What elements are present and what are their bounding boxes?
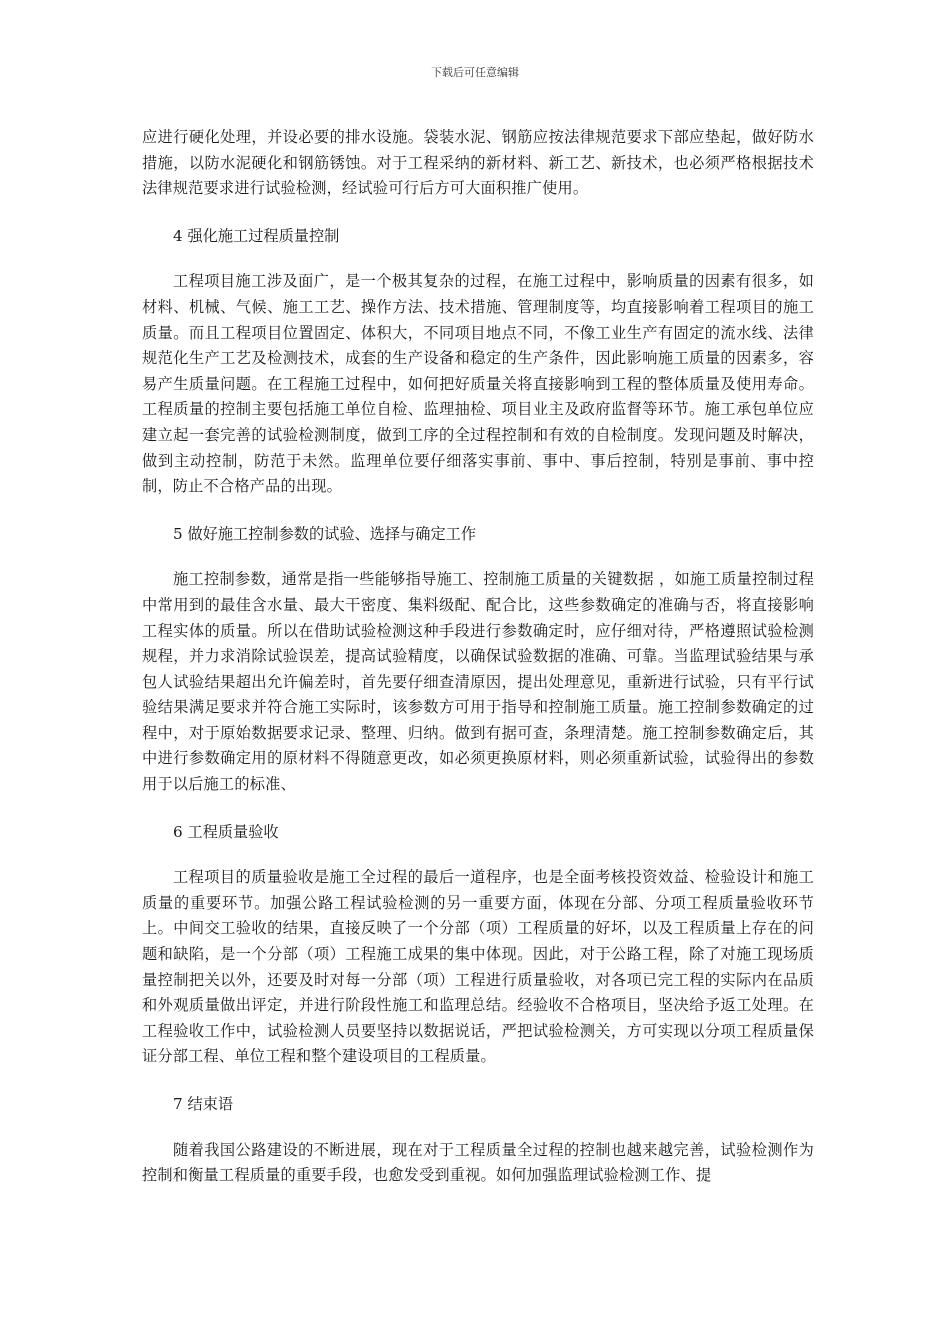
section-heading-4: 4 强化施工过程质量控制 — [173, 226, 340, 245]
paragraph-continued: 应进行硬化处理，并设必要的排水设施。袋装水泥、钢筋应按法律规范要求下部应垫起，做好防水措施，以防水泥硬化和钢筋锈蚀。对于工程采纳的新材料、新工艺、新技术，也必须严格根据技术法律规范要求进行试验检测，经试验可行后方可大面积推广使用。 — [142, 128, 814, 198]
section-heading-7: 7 结束语 — [173, 1095, 234, 1113]
section-heading-6: 6 工程质量验收 — [173, 822, 279, 841]
paragraph-section-6: 工程项目的质量验收是施工全过程的最后一道程序，也是全面考核投资效益、检验设计和施工质量的重要环节。加强公路工程试验检测的另一重要方面，体现在分部、分项工程质量验收环节上。中间交工验收的结果，直接反映了一个分部（项）工程质量的好坏，以及工程质量上存在的问题和缺陷，是一个分部（项）工程施工成果的集中体现。因此，对于公路工程，除了对施工现场质量控制把关以外，还要及时对每一分部（项）工程进行质量验收，对各项已完工程的实际内在品质和外观质量做出评定，并进行阶段性施工和监理总结。经验收不合格项目，坚决给予返工处理。在工程验收工作中，试验检测人员要坚持以数据说话，严把试验检测关，方可实现以分项工程质量保证分部工程、单位工程和整个建设项目的工程质量。 — [142, 868, 814, 1066]
document-body — [142, 125, 814, 1189]
paragraph-section-5: 施工控制参数，通常是指一些能够指导施工、控制施工质量的关键数据 ，如施工质量控制过程中常用到的最佳含水量、最大干密度、集料级配、配合比，这些参数确定的准确与否，将直接影响工程实体的质量。所以在借助试验检测这种手段进行参数确定时，应仔细对待，严格遵照试验检测规程，并力求消除试验误差，提高试验精度，以确保试验数据的准确、可靠。当监理试验结果与承包人试验结果超出允许偏差时，首先要仔细查清原因，提出处理意见，重新进行试验，只有平行试验结果满足要求并符合施工实际时，该参数方可用于指导和控制施工质量。施工控制参数确定的过程中，对于原始数据要求记录、整理、归纳。做到有据可查，条理清楚。施工控制参数确定后，其中进行参数确定用的原材料不得随意更改，如必须更换原材料，则必须重新试验，试验得出的参数用于以后施工的标准、 — [142, 570, 814, 794]
section-heading-5: 5 做好施工控制参数的试验、选择与确定工作 — [173, 524, 477, 543]
page-header-note: 下载后可任意编辑 — [431, 66, 519, 79]
paragraph-section-7: 随着我国公路建设的不断进展，现在对于工程质量全过程的控制也越来越完善，试验检测作为控制和衡量工程质量的重要手段，也愈发受到重视。如何加强监理试验检测工作、提 — [142, 1140, 814, 1185]
paragraph-section-4: 工程项目施工涉及面广，是一个极其复杂的过程，在施工过程中，影响质量的因素有很多，如材料、机械、气候、施工工艺、操作方法、技术措施、管理制度等，均直接影响着工程项目的施工质量。而且工程项目位置固定、体积大，不同项目地点不同，不像工业生产有固定的流水线、法律规范化生产工艺及检测技术，成套的生产设备和稳定的生产条件，因此影响施工质量的因素多，容易产生质量问题。在工程施工过程中，如何把好质量关将直接影响到工程的整体质量及使用寿命。工程质量的控制主要包括施工单位自检、监理抽检、项目业主及政府监督等环节。施工承包单位应建立起一套完善的试验检测制度，做到工序的全过程控制和有效的自检制度。发现问题及时解决，做到主动控制，防范于未然。监理单位要仔细落实事前、事中、事后控制，特别是事前、事中控制，防止不合格产品的出现。 — [142, 272, 814, 496]
